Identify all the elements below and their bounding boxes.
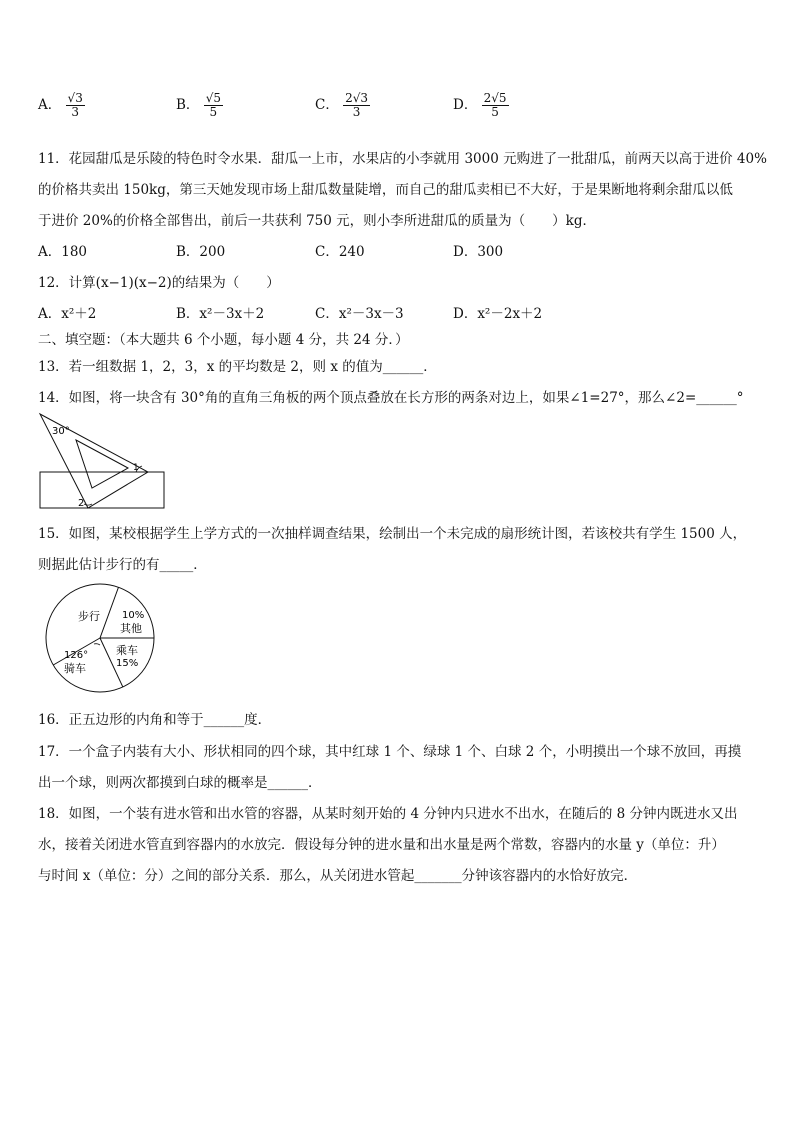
q11-line-1: 11．花园甜瓜是乐陵的特色时令水果．甜瓜一上市，水果店的小李就用 3000 元购进了一批甜瓜，前两天以高于进价 40% [38, 151, 767, 167]
label-30-degree: 30° [52, 426, 70, 437]
slice-value-other: 10% [122, 610, 145, 621]
slice-label-other: 其他 [120, 622, 142, 635]
slice-label-walk: 步行 [78, 610, 100, 623]
q11-option-d: D．300 [453, 244, 504, 260]
option-letter: A． [38, 97, 62, 114]
angle-2-arc [84, 504, 92, 505]
q10-option-a [38, 92, 85, 119]
q11-option-a: A．180 [38, 244, 88, 260]
q13-stem: 13．若一组数据 1，2，3，x 的平均数是 2，则 x 的值为______． [38, 359, 437, 375]
q11-line-2: 的价格共卖出 150kg，第三天她发现市场上甜瓜数量陡增，而自己的甜瓜卖相已不大好，于是果断地将剩余甜瓜以低 [38, 182, 733, 198]
rectangle [40, 472, 164, 508]
q14-figure-triangle-rectangle [36, 410, 170, 512]
denominator: 5 [491, 105, 499, 120]
fraction [482, 92, 509, 119]
q12-option-c: C．x²－3x－3 [315, 306, 404, 322]
q18-line-1: 18．如图，一个装有进水管和出水管的容器，从某时刻开始的 4 分钟内只进水不出水，在随后的 8 分钟内既进水又出 [38, 806, 738, 822]
option-letter: C． [315, 97, 339, 114]
option-letter: D． [453, 97, 478, 114]
denominator: 3 [71, 105, 79, 120]
numerator: √5 [205, 91, 221, 105]
numerator: 2√3 [345, 91, 369, 105]
q12-stem: 12．计算(x−1)(x−2)的结果为（ ） [38, 275, 280, 291]
fraction [204, 92, 223, 119]
fraction [66, 92, 85, 119]
q17-line-1: 17．一个盒子内装有大小、形状相同的四个球，其中红球 1 个、绿球 1 个、白球 2 个，小明摸出一个球不放回，再摸 [38, 744, 742, 760]
q12-option-b: B．x²－3x＋2 [176, 306, 265, 322]
q10-option-d [453, 92, 509, 119]
q11-line-3: 于进价 20%的价格全部售出，前后一共获利 750 元，则小李所进甜瓜的质量为（ ）kg． [38, 213, 596, 229]
section-heading: 二、填空题：（本大题共 6 个小题，每小题 4 分，共 24 分．） [38, 332, 409, 348]
q18-line-2: 水，接着关闭进水管直到容器内的水放完．假设每分钟的进水量和出水量是两个常数，容器内的水量 y（单位：升） [38, 837, 725, 853]
q10-option-c [315, 92, 370, 119]
pie-boundary-0 [100, 587, 118, 638]
slice-label-bike: 骑车 [64, 662, 86, 675]
denominator: 5 [209, 105, 218, 120]
pie-angle-arc [94, 644, 100, 645]
q15-pie-chart [40, 582, 162, 694]
q15-line-2: 则据此估计步行的有_____． [38, 557, 207, 573]
q11-option-c: C．240 [315, 244, 365, 260]
numerator: 2√5 [483, 91, 507, 105]
slice-value-ride: 15% [116, 658, 139, 669]
q14-stem: 14．如图，将一块含有 30°角的直角三角板的两个顶点叠放在长方形的两条对边上，如果∠1=27°，那么∠2=______° [38, 390, 744, 406]
q17-line-2: 出一个球，则两次都摸到白球的概率是______． [38, 775, 322, 791]
fraction [343, 92, 370, 119]
numerator: √3 [67, 91, 83, 105]
q12-option-a: A．x²＋2 [38, 306, 97, 322]
q16-stem: 16．正五边形的内角和等于______度． [38, 712, 272, 728]
slice-value-bike: 126° [64, 650, 89, 661]
label-angle-2: 2 [78, 498, 85, 509]
denominator: 3 [352, 105, 361, 120]
slice-label-ride: 乘车 [116, 644, 138, 657]
q10-option-b [176, 92, 223, 119]
option-letter: B． [176, 97, 200, 114]
q12-option-d: D．x²－2x＋2 [453, 306, 543, 322]
label-angle-1: 1 [133, 463, 139, 473]
q15-line-1: 15．如图，某校根据学生上学方式的一次抽样调查结果，绘制出一个未完成的扇形统计图，若该校共有学生 1500 人， [38, 526, 747, 542]
q18-line-3: 与时间 x（单位：分）之间的部分关系．那么，从关闭进水管起_______分钟该容器内的水恰好放完． [38, 868, 638, 884]
q11-option-b: B．200 [176, 244, 226, 260]
